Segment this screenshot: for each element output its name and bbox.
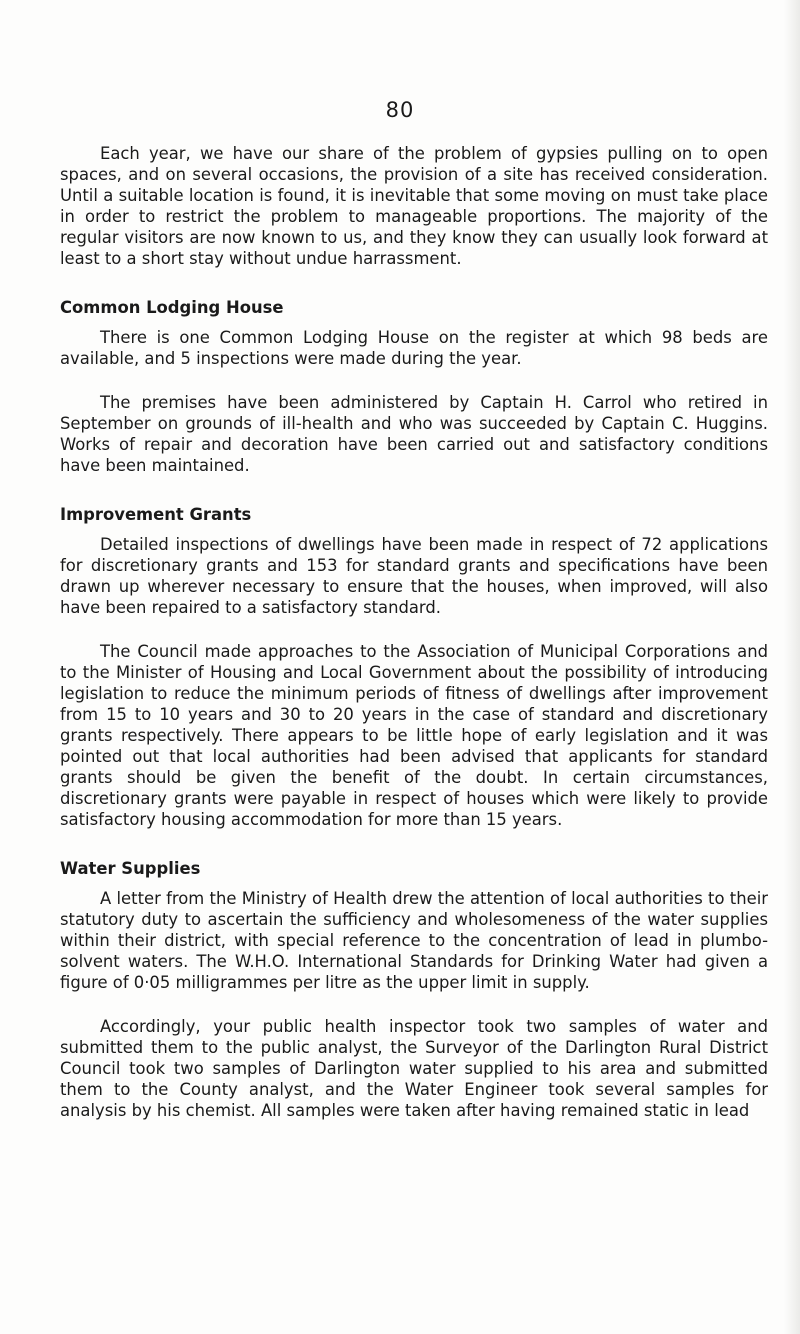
lodging-paragraph-1: There is one Common Lodging House on the register at which 98 beds are available, and 5 inspections were made during the year. bbox=[60, 328, 768, 368]
water-paragraph-2: Accordingly, your public health inspector took two samples of water and submitted them to the public analyst, the Surveyor of the Darlington Rural District Council took two samples of Darlington water supplied to his area and submitted them to the County analyst, and the Water Engineer took several samples for analysis by his chemist. All samples were taken after having remained static in lead bbox=[60, 1017, 768, 1120]
lodging-paragraph-2: The premises have been administered by Captain H. Carrol who retired in September on grounds of ill-health and who was succeeded by Captain C. Huggins. Works of repair and decoration have been carried out and satisfactory conditions have been maintained. bbox=[60, 393, 768, 475]
page-number: 80 bbox=[385, 98, 415, 122]
page-body bbox=[60, 143, 768, 1121]
section-heading-improvement-grants: Improvement Grants bbox=[60, 505, 252, 524]
section-heading-water-supplies: Water Supplies bbox=[60, 859, 201, 878]
grants-paragraph-2: The Council made approaches to the Association of Municipal Corporations and to the Minister of Housing and Local Government about the possibility of introducing legislation to reduce the minimum periods of fitness of dwellings after improvement from 15 to 10 years and 30 to 20 years in the case of standard and discretionary grants respectively. There appears to be little hope of early legislation and it was pointed out that local authorities had been advised that applicants for standard grants should be given the benefit of the doubt. In certain circumstances, discretionary grants were payable in respect of houses which were likely to provide satisfactory housing accommodation for more than 15 years. bbox=[60, 642, 768, 829]
intro-paragraph: Each year, we have our share of the problem of gypsies pulling on to open spaces, and on several occasions, the provision of a site has received consideration. Until a suitable location is found, it is inevitable that some moving on must take place in order to restrict the problem to manageable proportions. The majority of the regular visitors are now known to us, and they know they can usually look forward at least to a short stay without undue harrassment. bbox=[60, 144, 768, 268]
section-heading-common-lodging-house: Common Lodging House bbox=[60, 298, 284, 317]
water-paragraph-1: A letter from the Ministry of Health drew the attention of local authorities to their statutory duty to ascertain the sufficiency and wholesomeness of the water supplies within their district, with special reference to the concentration of lead in plumbo-solvent waters. The W.H.O. International Standards for Drinking Water had given a figure of 0·05 milligrammes per litre as the upper limit in supply. bbox=[60, 889, 768, 992]
grants-paragraph-1: Detailed inspections of dwellings have been made in respect of 72 applications for discretionary grants and 153 for standard grants and specifications have been drawn up wherever necessary to ensure that the houses, when improved, will also have been repaired to a satisfactory standard. bbox=[60, 535, 768, 617]
page-edge-shadow bbox=[784, 0, 800, 1334]
